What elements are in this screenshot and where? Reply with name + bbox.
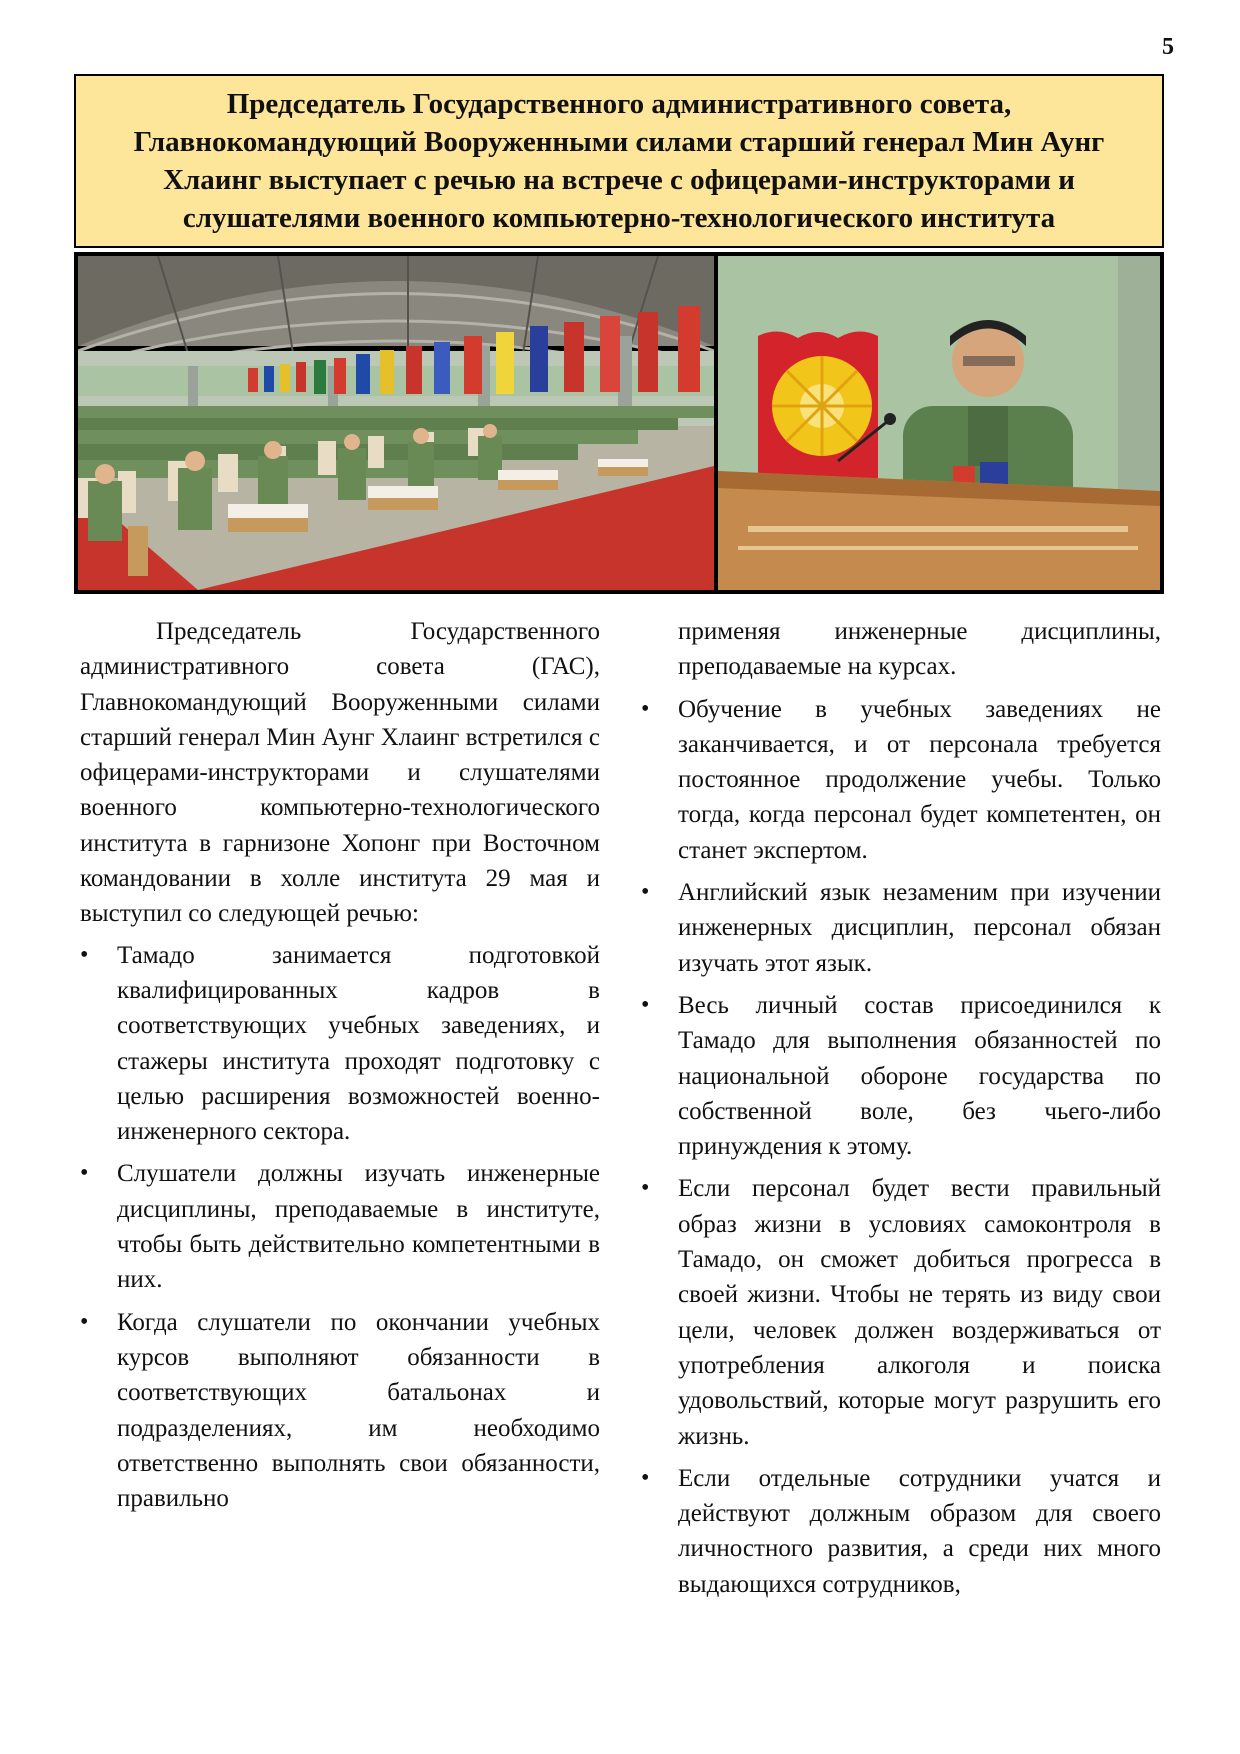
speaker-illustration <box>718 256 1160 590</box>
list-item: • Когда слушатели по окончании учебных курсов выполняют обязанности в соответствующих батальонах и подразделениях, им необходимо ответственно выполнять свои обязанности, правильно <box>80 1305 600 1517</box>
assembly-hall-illustration <box>78 256 714 590</box>
list-item: • Весь личный состав присоединился к Тамадо для выполнения обязанностей по национальной обороне государства по собственной воле, без чьего-либо принуждения к этому. <box>641 988 1161 1164</box>
bullet-list-left <box>80 938 600 1517</box>
bullet-list-right <box>641 692 1161 1602</box>
intro-paragraph: Председатель Государственного административного совета (ГАС), Главнокомандующий Вооруженными силами старший генерал Мин Аунг Хлаинг встретился с офицерами-инструкторами и слушателями военного компьютерно-технологического института в гарнизоне Хопонг при Восточном командовании в холле института 29 мая и выступил со следующей речью: <box>80 618 600 928</box>
list-item: • Если отдельные сотрудники учатся и действуют должным образом для своего личностного развития, а среди них много выдающихся сотрудников, <box>641 1461 1161 1602</box>
list-item: • Тамадо занимается подготовкой квалифицированных кадров в соответствующих учебных заведениях, и стажеры института проходят подготовку с целью расширения возможностей военно-инженерного сектора. <box>80 938 600 1150</box>
headline-box <box>74 74 1164 248</box>
column-right <box>641 614 1161 1609</box>
list-item: • Если персонал будет вести правильный образ жизни в условиях самоконтроля в Тамадо, он сможет добиться прогресса в своей жизни. Чтобы не терять из виду свои цели, человек должен воздерживаться от употребления алкоголя и поиска удовольствий, которые могут разрушить его жизнь. <box>641 1171 1161 1453</box>
list-item: • Английский язык незаменим при изучении инженерных дисциплин, персонал обязан изучать этот язык. <box>641 875 1161 981</box>
page-number: 5 <box>1162 34 1174 60</box>
speaker-at-podium-photo <box>718 256 1160 590</box>
list-item: • Обучение в учебных заведениях не заканчивается, и от персонала требуется постоянное продолжение учебы. Только тогда, когда персонал будет компетентен, он станет экспертом. <box>641 692 1161 868</box>
continuation-text: применяя инженерные дисциплины, преподаваемые на курсах. <box>678 618 1161 681</box>
list-item: • Слушатели должны изучать инженерные дисциплины, преподаваемые в институте, чтобы быть действительно компетентными в них. <box>80 1156 600 1297</box>
column-left <box>80 614 600 1523</box>
photo-strip <box>74 252 1164 594</box>
headline: Председатель Государственного административного совета, Главнокомандующий Вооруженными силами старший генерал Мин Аунг Хлаинг выступает с речью на встрече с офицерами-инструкторами и слушателями военного компьютерно-технологического института <box>133 88 1105 234</box>
assembly-hall-photo <box>78 256 714 590</box>
